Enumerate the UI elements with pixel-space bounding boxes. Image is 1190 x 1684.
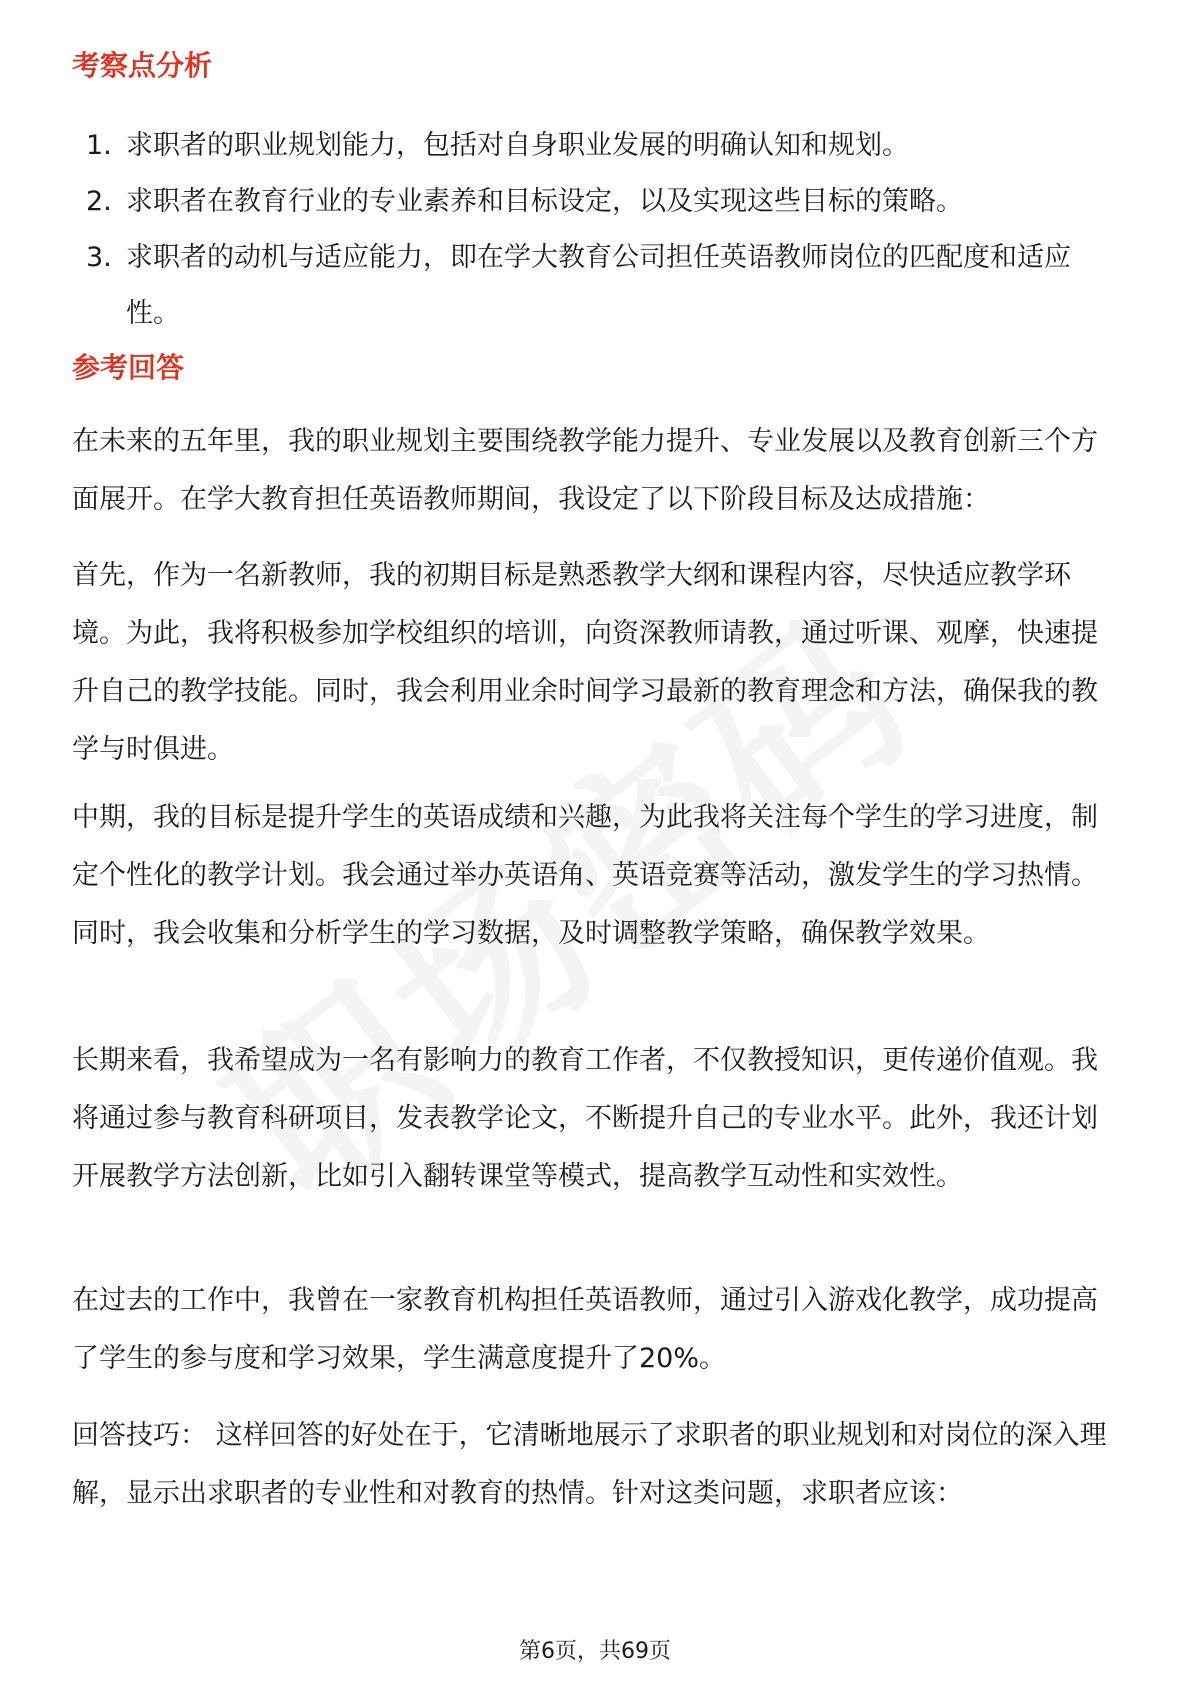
list-item-number: 2. <box>86 186 112 217</box>
answer-paragraph: 在过去的工作中，我曾在一家教育机构担任英语教师，通过引入游戏化教学，成功提高了学生的参与度和学习效果，学生满意度提升了20%。 <box>72 1285 1098 1374</box>
page-number: 第6页，共69页 <box>519 1639 671 1664</box>
answer-paragraph: 中期，我的目标是提升学生的英语成绩和兴趣，为此我将关注每个学生的学习进度，制定个性化的教学计划。我会通过举办英语角、英语竞赛等活动，激发学生的学习热情。同时，我会收集和分析学生的学习数据，及时调整教学策略，确保教学效果。 <box>72 802 1098 949</box>
answer-paragraph: 在未来的五年里，我的职业规划主要围绕教学能力提升、专业发展以及教育创新三个方面展开。在学大教育担任英语教师期间，我设定了以下阶段目标及达成措施： <box>72 426 1098 515</box>
answer-heading: 参考回答 <box>72 351 185 384</box>
list-item-number: 1. <box>86 130 112 161</box>
tips-paragraph: 回答技巧： 这样回答的好处在于，它清晰地展示了求职者的职业规划和对岗位的深入理解，显示出求职者的专业性和对教育的热情。针对这类问题，求职者应该： <box>72 1420 1107 1509</box>
list-item <box>72 118 1122 174</box>
list-item-text: 求职者在教育行业的专业素养和目标设定，以及实现这些目标的策略。 <box>126 186 963 217</box>
list-item-text: 求职者的动机与适应能力，即在学大教育公司担任英语教师岗位的匹配度和适应性。 <box>126 242 1071 329</box>
answer-paragraph: 首先，作为一名新教师，我的初期目标是熟悉教学大纲和课程内容，尽快适应教学环境。为此，我将积极参加学校组织的培训，向资深教师请教，通过听课、观摩，快速提升自己的教学技能。同时，我会利用业余时间学习最新的教育理念和方法，确保我的教学与时俱进。 <box>72 560 1098 765</box>
answer-paragraph: 长期来看，我希望成为一名有影响力的教育工作者，不仅教授知识，更传递价值观。我将通过参与教育科研项目，发表教学论文，不断提升自己的专业水平。此外，我还计划开展教学方法创新，比如引入翻转课堂等模式，提高教学互动性和实效性。 <box>72 1045 1098 1192</box>
list-item <box>72 230 1122 342</box>
list-item-number: 3. <box>86 242 112 273</box>
list-item-text: 求职者的职业规划能力，包括对自身职业发展的明确认知和规划。 <box>126 130 909 161</box>
analysis-heading: 考察点分析 <box>72 49 213 82</box>
analysis-list <box>72 118 1122 342</box>
list-item <box>72 174 1122 230</box>
